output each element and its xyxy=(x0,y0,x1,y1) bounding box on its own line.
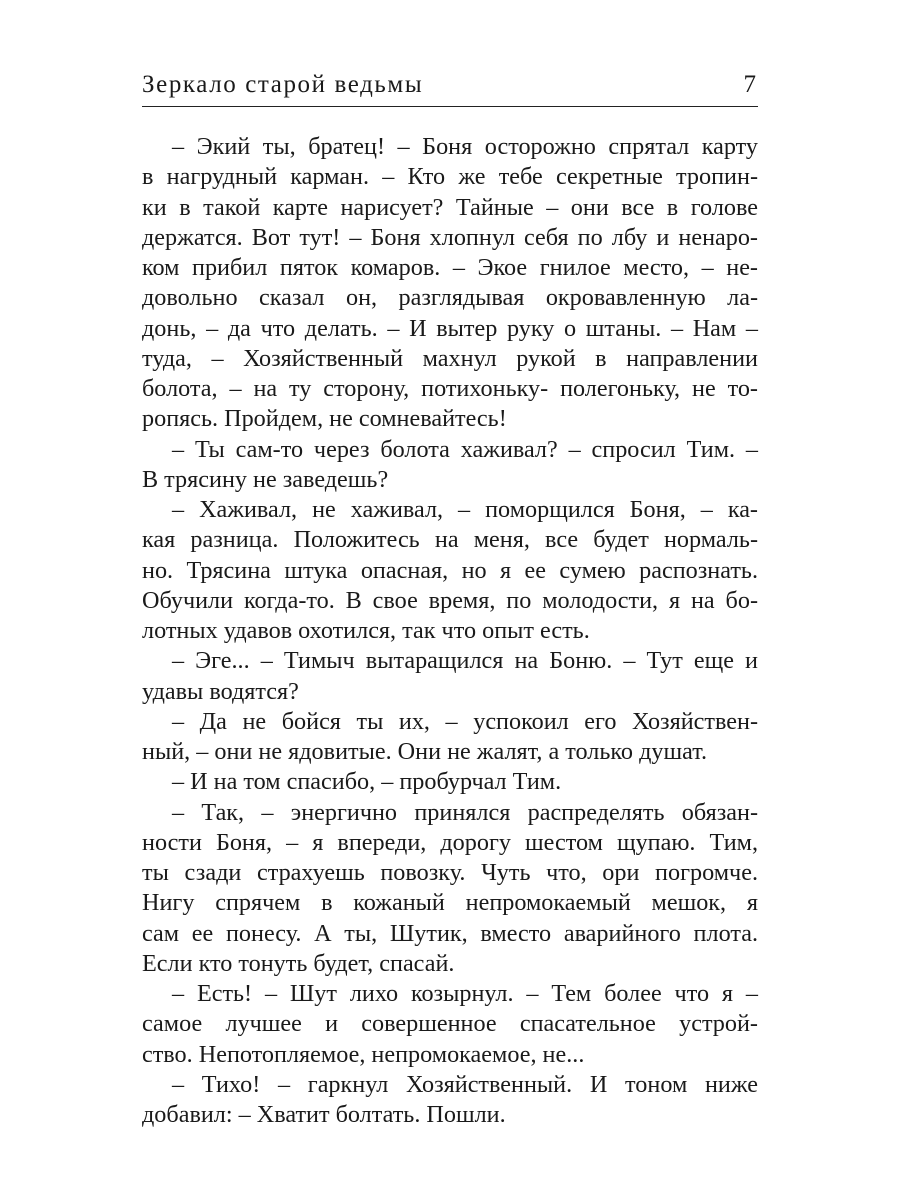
text-line: донь, – да что делать. – И вытер руку о штаны. – Нам – xyxy=(142,314,758,342)
text-line: болота, – на ту сторону, потихоньку- полегоньку, не то- xyxy=(142,375,758,402)
header-rule xyxy=(142,106,758,107)
text-line: удавы водятся? xyxy=(142,677,299,705)
text-line: – Хаживал, не хаживал, – поморщился Боня, – ка- xyxy=(172,496,758,523)
text-line: – Эге... – Тимыч вытаращился на Боню. – Тут еще и xyxy=(172,647,758,675)
text-line: Нигу спрячем в кожаный непромокаемый мешок, я xyxy=(142,889,758,917)
running-title: Зеркало старой ведьмы xyxy=(142,71,424,98)
text-line: но. Трясина штука опасная, но я ее сумею распознать. xyxy=(142,556,758,584)
text-line: туда, – Хозяйственный махнул рукой в направлении xyxy=(142,344,758,372)
page-number: 7 xyxy=(743,71,756,98)
text-line: кая разница. Положитесь на меня, все будет нормаль- xyxy=(142,526,758,554)
text-line: ком прибил пяток комаров. – Экое гнилое место, – не- xyxy=(142,254,758,281)
text-line: – Есть! – Шут лихо козырнул. – Тем более что я – xyxy=(172,980,758,1007)
text-line: ты сзади страхуешь повозку. Чуть что, ори погромче. xyxy=(142,859,758,886)
text-line: ности Боня, – я впереди, дорогу шестом щупаю. Тим, xyxy=(142,828,758,856)
text-line: довольно сказал он, разглядывая окровавленную ла- xyxy=(142,284,758,312)
text-line: ство. Непотопляемое, непромокаемое, не... xyxy=(142,1040,585,1068)
text-line: – Да не бойся ты их, – успокоил его Хозяйствен- xyxy=(172,707,758,735)
text-line: – Ты сам-то через болота хаживал? – спросил Тим. – xyxy=(172,435,758,463)
text-line: – И на том спасибо, – пробурчал Тим. xyxy=(172,768,562,796)
text-line: – Экий ты, братец! – Боня осторожно спрятал карту xyxy=(172,133,758,160)
text-line: в нагрудный карман. – Кто же тебе секретные тропин- xyxy=(142,163,758,191)
text-line: самое лучшее и совершенное спасательное устрой- xyxy=(142,1010,758,1038)
text-line: ропясь. Пройдем, не сомневайтесь! xyxy=(142,405,507,433)
text-line: – Так, – энергично принялся распределять обязан- xyxy=(172,798,758,826)
text-line: – Тихо! – гаркнул Хозяйственный. И тоном ниже xyxy=(172,1070,758,1098)
text-line: лотных удавов охотился, так что опыт есть. xyxy=(142,617,590,644)
text-line: сам ее понесу. А ты, Шутик, вместо аварийного плота. xyxy=(142,919,758,947)
text-line: держатся. Вот тут! – Боня хлопнул себя по лбу и ненаро- xyxy=(142,223,758,251)
text-line: добавил: – Хватит болтать. Пошли. xyxy=(142,1101,506,1128)
body-text xyxy=(142,132,758,1130)
running-head xyxy=(142,68,758,108)
text-line: Если кто тонуть будет, спасай. xyxy=(142,949,455,977)
text-line: ный, – они не ядовитые. Они не жалят, а только душат. xyxy=(142,738,708,765)
text-line: В трясину не заведешь? xyxy=(142,465,389,493)
text-line: ки в такой карте нарисует? Тайные – они все в голове xyxy=(142,193,758,221)
text-line: Обучили когда-то. В свое время, по молодости, я на бо- xyxy=(142,586,758,614)
